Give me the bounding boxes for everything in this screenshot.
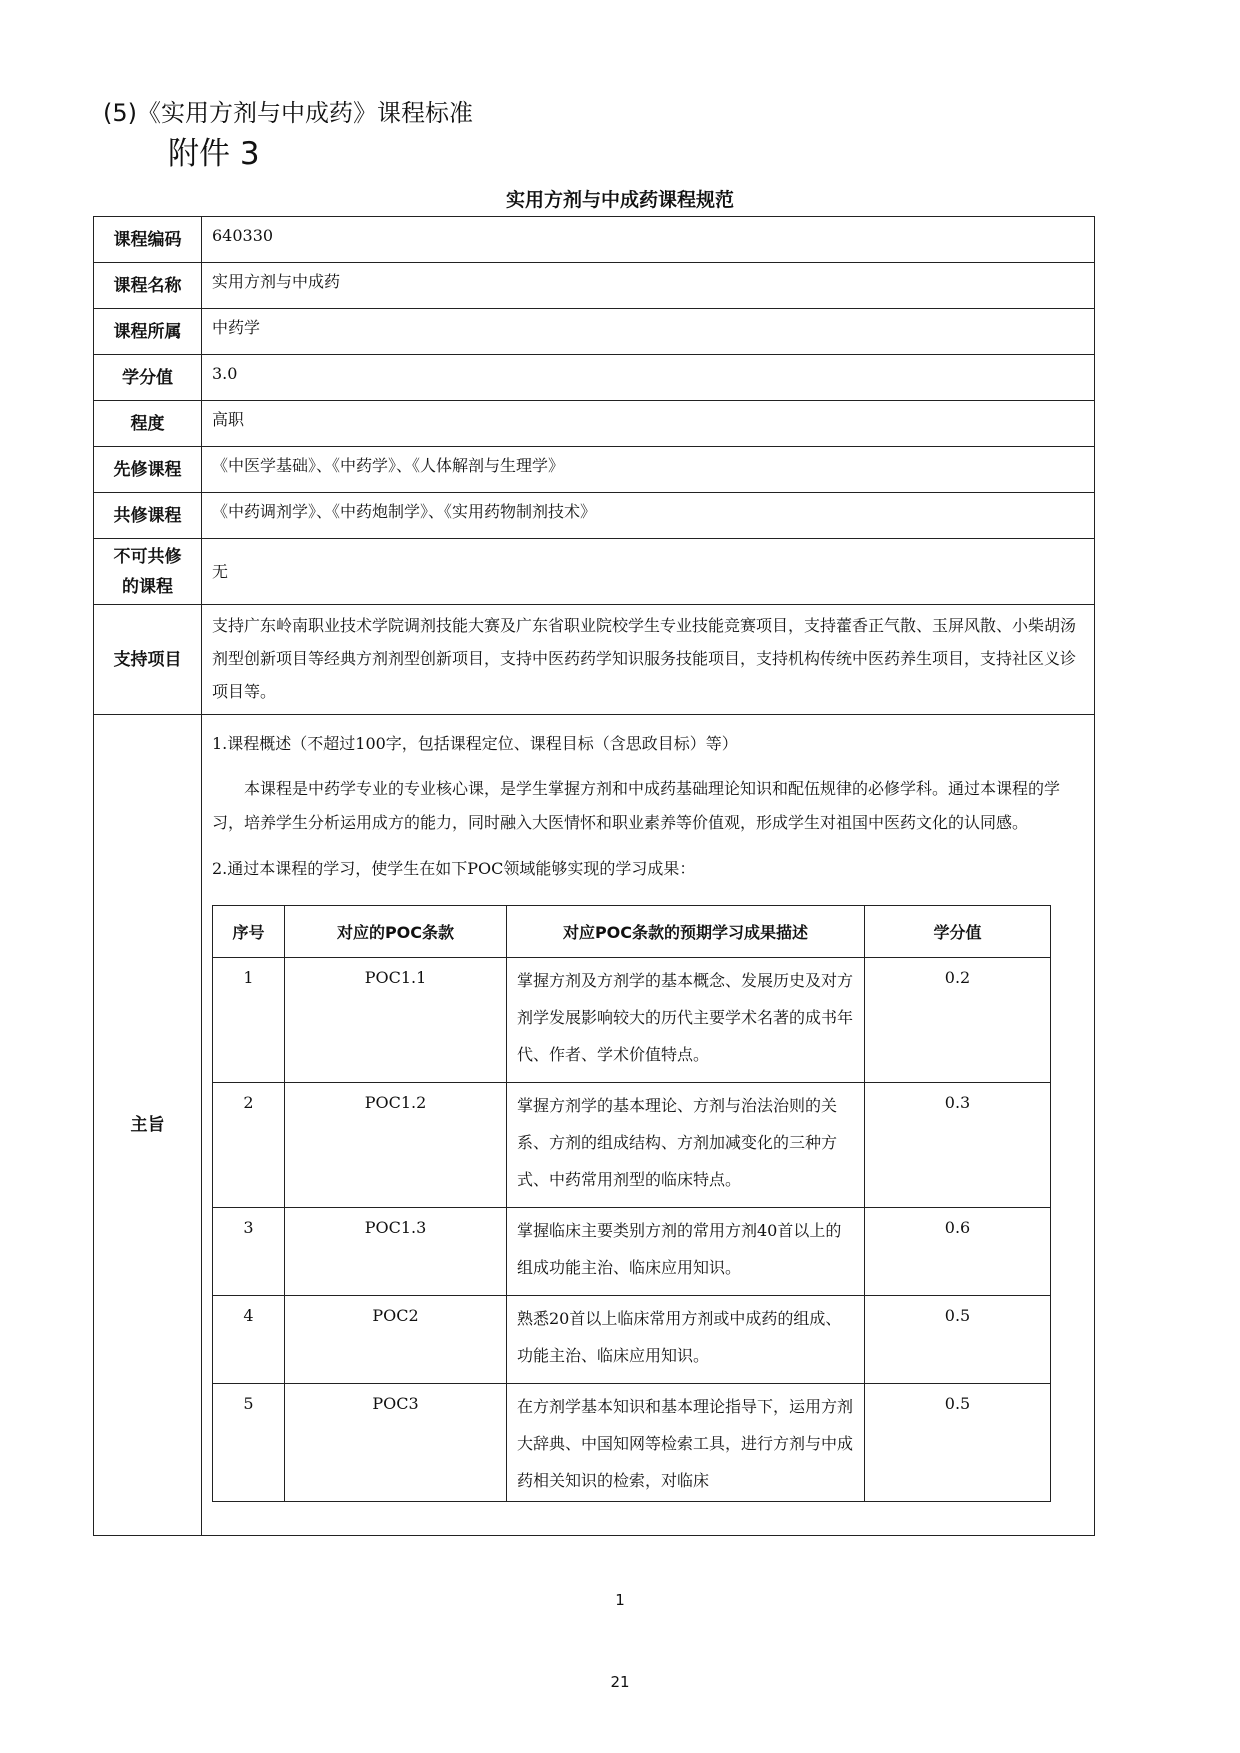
row-label: 共修课程 [94, 493, 202, 539]
section-heading: (5)《实用方剂与中成药》课程标准 [103, 99, 473, 127]
table-row [213, 1296, 1051, 1384]
row-value: 无 [202, 539, 1095, 605]
row-value: 3.0 [202, 355, 1095, 401]
outcomes-heading: 2.通过本课程的学习，使学生在如下POC领域能够实现的学习成果： [212, 859, 696, 878]
cell-description: 掌握方剂及方剂学的基本概念、发展历史及对方剂学发展影响较大的历代主要学术名著的成书年代、作者、学术价值特点。 [507, 958, 865, 1083]
overview-text: 本课程是中药学专业的专业核心课，是学生掌握方剂和中成药基础理论知识和配伍规律的必修学科。通过本课程的学习，培养学生分析运用成方的能力，同时融入大医情怀和职业素养等价值观，形成学生对祖国中医药文化的认同感。 [212, 779, 1061, 832]
table-row [213, 958, 1051, 1083]
table-row [213, 1384, 1051, 1502]
row-value: 实用方剂与中成药 [202, 263, 1095, 309]
row-label: 课程所属 [94, 309, 202, 355]
cell-description: 掌握临床主要类别方剂的常用方剂40首以上的组成功能主治、临床应用知识。 [507, 1208, 865, 1296]
cell-credit: 0.5 [865, 1296, 1051, 1384]
cell-credit: 0.6 [865, 1208, 1051, 1296]
row-corequisites [94, 493, 1095, 539]
poc-table [212, 905, 1051, 1502]
course-spec-table [93, 216, 1095, 1536]
row-value: 640330 [202, 217, 1095, 263]
header-poc-clause: 对应的POC条款 [285, 906, 507, 958]
overview-heading: 1.课程概述（不超过100字，包括课程定位、课程目标（含思政目标）等） [212, 734, 738, 753]
table-row [213, 1208, 1051, 1296]
row-supported-projects [94, 605, 1095, 715]
page-number: 1 [615, 1591, 625, 1609]
row-label: 课程名称 [94, 263, 202, 309]
row-main-purpose [94, 715, 1095, 1536]
row-value: 《中药调剂学》、《中药炮制学》、《实用药物制剂技术》 [202, 493, 1095, 539]
row-credits [94, 355, 1095, 401]
cell-number: 3 [213, 1208, 285, 1296]
attachment-label: 附件 3 [168, 136, 260, 172]
cell-number: 1 [213, 958, 285, 1083]
cell-poc: POC3 [285, 1384, 507, 1502]
row-value: 中药学 [202, 309, 1095, 355]
row-label: 先修课程 [94, 447, 202, 493]
poc-table-header [213, 906, 1051, 958]
cell-credit: 0.3 [865, 1083, 1051, 1208]
header-outcome-description: 对应POC条款的预期学习成果描述 [507, 906, 865, 958]
header-number: 序号 [213, 906, 285, 958]
row-label: 课程编码 [94, 217, 202, 263]
cell-credit: 0.2 [865, 958, 1051, 1083]
row-label-line: 的课程 [122, 576, 173, 597]
cell-description: 在方剂学基本知识和基本理论指导下，运用方剂大辞典、中国知网等检索工具，进行方剂与中成药相关知识的检索，对临床 [507, 1384, 865, 1502]
header-credit: 学分值 [865, 906, 1051, 958]
row-label: 支持项目 [94, 605, 202, 715]
row-course-code [94, 217, 1095, 263]
cell-number: 5 [213, 1384, 285, 1502]
row-prerequisites [94, 447, 1095, 493]
main-content [202, 715, 1095, 1536]
cell-description: 熟悉20首以上临床常用方剂或中成药的组成、功能主治、临床应用知识。 [507, 1296, 865, 1384]
row-value: 《中医学基础》、《中药学》、《人体解剖与生理学》 [202, 447, 1095, 493]
row-value: 支持广东岭南职业技术学院调剂技能大赛及广东省职业院校学生专业技能竞赛项目，支持藿香正气散、玉屏风散、小柴胡汤剂型创新项目等经典方剂剂型创新项目，支持中医药药学知识服务技能项目，支持机构传统中医药养生项目，支持社区义诊项目等。 [202, 605, 1095, 715]
row-label: 程度 [94, 401, 202, 447]
cell-credit: 0.5 [865, 1384, 1051, 1502]
row-label [94, 539, 202, 605]
row-label: 学分值 [94, 355, 202, 401]
document-title: 实用方剂与中成药课程规范 [505, 189, 734, 211]
sheet-number: 21 [610, 1673, 630, 1691]
row-label-line: 不可共修 [113, 546, 182, 567]
row-course-name [94, 263, 1095, 309]
table-row [213, 1083, 1051, 1208]
row-exclusive-courses [94, 539, 1095, 605]
row-course-department [94, 309, 1095, 355]
cell-poc: POC1.2 [285, 1083, 507, 1208]
cell-poc: POC2 [285, 1296, 507, 1384]
row-label: 主旨 [94, 715, 202, 1536]
cell-poc: POC1.1 [285, 958, 507, 1083]
cell-description: 掌握方剂学的基本理论、方剂与治法治则的关系、方剂的组成结构、方剂加减变化的三种方式、中药常用剂型的临床特点。 [507, 1083, 865, 1208]
row-level [94, 401, 1095, 447]
cell-poc: POC1.3 [285, 1208, 507, 1296]
cell-number: 2 [213, 1083, 285, 1208]
row-value: 高职 [202, 401, 1095, 447]
cell-number: 4 [213, 1296, 285, 1384]
